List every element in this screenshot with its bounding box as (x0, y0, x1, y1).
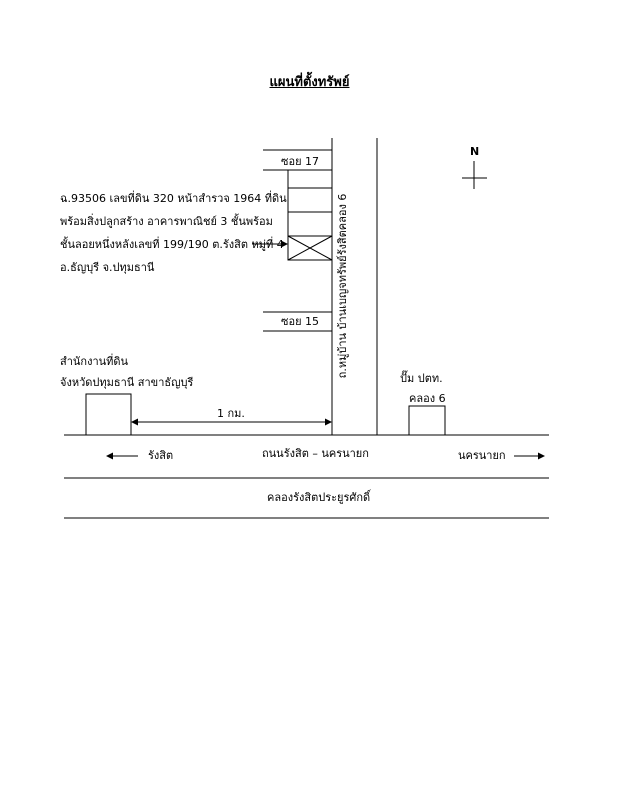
nakhon-nayok-direction-label: นครนายก (458, 449, 506, 462)
land-office-label-line-1: สำนักงานที่ดิน (60, 355, 129, 368)
gas-station-box (409, 406, 445, 435)
main-road-label: ถนนรังสิต – นครนายก (262, 447, 369, 460)
gas-station-label-line-2: คลอง 6 (409, 392, 446, 405)
north-label: N (470, 145, 480, 158)
nakhon-nayok-arrow-head (538, 453, 545, 460)
distance-arrow-right (325, 419, 332, 426)
canal-label: คลองรังสิตประยูรศักดิ์ (267, 491, 371, 504)
map-title: แผนที่ตั้งทรัพย์ (269, 75, 350, 90)
building-block (288, 170, 332, 260)
distance-arrow-left (131, 419, 138, 426)
vertical-road-label: ถ.หมู่บ้าน บ้านเบญจทรัพย์รังสิตคลอง 6 (336, 193, 349, 379)
soi-17-label: ซอย 17 (281, 155, 320, 168)
land-office-box (86, 394, 131, 435)
rangsit-arrow-head (106, 453, 113, 460)
distance-label: 1 กม. (217, 407, 245, 420)
property-description-line-4: อ.ธัญบุรี จ.ปทุมธานี (60, 261, 155, 274)
land-office-label-line-2: จังหวัดปทุมธานี สาขาธัญบุรี (60, 376, 194, 389)
property-description-line-2: พร้อมสิ่งปลูกสร้าง อาคารพาณิชย์ 3 ชั้นพร้อม (60, 215, 273, 228)
soi-15-label: ซอย 15 (281, 315, 320, 328)
gas-station-label-line-1: ปั๊ม ปตท. (400, 372, 443, 385)
property-description-line-1: ฉ.93506 เลขที่ดิน 320 หน้าสำรวจ 1964 ที่ดิน (60, 192, 287, 205)
rangsit-direction-label: รังสิต (148, 449, 174, 462)
property-description-line-3: ชั้นลอยหนึ่งหลังเลขที่ 199/190 ต.รังสิต หมู่ที่ 4 (60, 238, 284, 251)
